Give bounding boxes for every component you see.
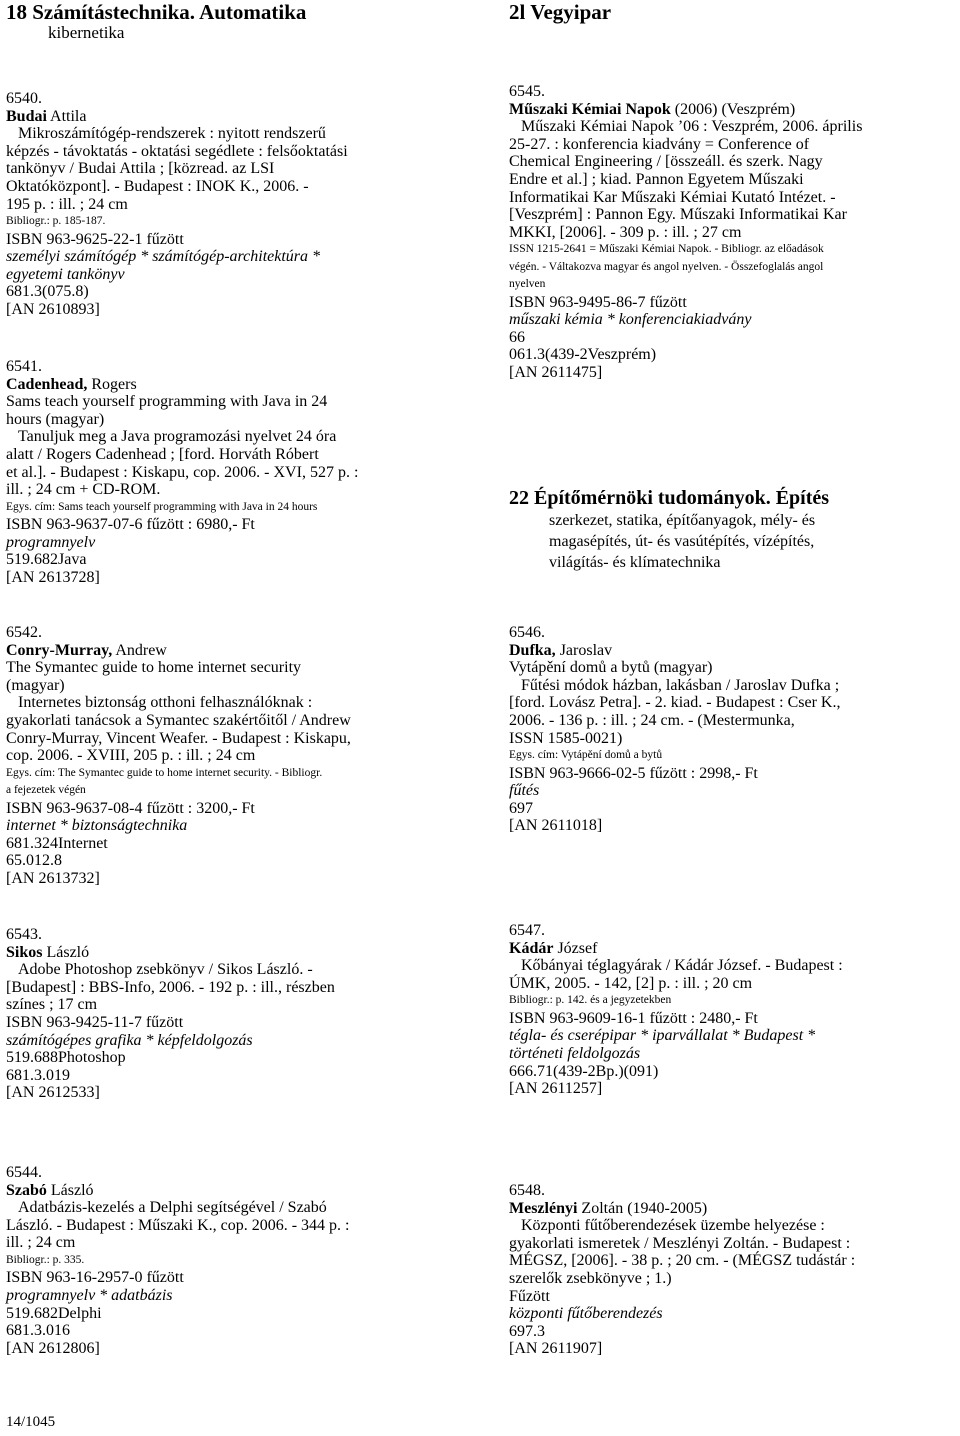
entry-line — [6, 730, 458, 748]
entry-text: képzés - távoktatás - oktatási segédlete : felsőoktatási — [6, 142, 348, 160]
entry-text: Tanuljuk meg a Java programozási nyelvet 24 óra — [18, 428, 337, 446]
entry-text: László — [42, 943, 90, 961]
entry-text: Egys. cím: Vytápění domů a bytů — [509, 749, 663, 762]
entry-text: 6544. — [6, 1164, 42, 1181]
entry-line — [509, 276, 957, 293]
entry-text: ISBN 963-9637-07-6 fűzött : 6980,- Ft — [6, 516, 255, 534]
entry-line — [509, 206, 957, 224]
entry-line — [6, 108, 458, 126]
entry-line — [6, 1067, 458, 1085]
entry-line — [6, 358, 458, 376]
entry-text: [AN 2611475] — [509, 363, 603, 381]
entry-text: Conry-Murray, Vincent Weafer. - Budapest : Kiskapu, — [6, 729, 351, 747]
entry-line — [509, 747, 957, 764]
entry-text: Mikroszámítógép-rendszerek : nyitott rendszerű — [18, 125, 326, 143]
entry-text: 666.71(439-2Bp.)(091) — [509, 1062, 659, 1080]
entry-text: Andrew — [112, 641, 167, 659]
entry-text: László — [46, 1181, 94, 1199]
entry-6542 — [6, 624, 458, 888]
entry-text: The Symantec guide to home internet security — [6, 659, 302, 677]
entry-line — [6, 1234, 458, 1252]
entry-line — [509, 1010, 957, 1028]
entry-text: ill. ; 24 cm — [6, 1234, 76, 1252]
right-header-title: 2l Vegyipar — [509, 0, 612, 24]
entry-text: fűtés — [509, 782, 540, 800]
entry-text: 2006. - 136 p. : ill. ; 24 cm. - (Mestermunka, — [509, 711, 795, 729]
entry-text: programnyelv — [6, 533, 96, 551]
entry-line — [509, 782, 957, 800]
entry-text: tégla- és cserépipar * iparvállalat * Budapest * — [509, 1027, 816, 1045]
entry-text: Műszaki Kémiai Napok — [509, 100, 671, 118]
entry-text: Adatbázis-kezelés a Delphi segítségével / Szabó — [18, 1199, 327, 1217]
entry-text: Oktatóközpont]. - Budapest : INOK K., 2006. - — [6, 177, 309, 195]
entry-text: Chemical Engineering / [összeáll. és szerk. Nagy — [509, 153, 823, 171]
entry-text: 681.324Internet — [6, 834, 108, 852]
entry-text: 6546. — [509, 624, 545, 641]
entry-text: [Veszprém] : Pannon Egy. Műszaki Informatikai Kar — [509, 206, 847, 224]
entry-text: Zoltán (1940-2005) — [577, 1199, 708, 1217]
entry-line — [509, 1063, 957, 1081]
entry-text: MÉGSZ, [2006]. - 38 p. ; 20 cm. - (MÉGSZ tudástár : — [509, 1252, 856, 1270]
entry-text: [AN 2610893] — [6, 300, 100, 318]
entry-text: 6542. — [6, 624, 42, 641]
entry-line — [6, 551, 458, 569]
entry-text: Sikos — [6, 943, 43, 961]
entry-text: ill. ; 24 cm + CD-ROM. — [6, 481, 161, 499]
entry-text: Bibliogr.: p. 142. és a jegyzetekben — [509, 994, 672, 1007]
entry-line — [6, 481, 458, 499]
entry-line — [6, 1340, 458, 1358]
entry-text: Műszaki Kémiai Napok ’06 : Veszprém, 2006. április — [521, 118, 863, 136]
entry-text: [Budapest] : BBS-Info, 2006. - 192 p. : ill., részben — [6, 978, 335, 996]
entry-text: Kádár — [509, 939, 554, 957]
entry-text: 25-27. : konferencia kiadvány = Conference of — [509, 135, 810, 153]
entry-line — [6, 231, 458, 249]
entry-line — [6, 464, 458, 482]
entry-line — [6, 765, 458, 782]
entry-line — [6, 747, 458, 765]
entry-text: történeti feldolgozás — [509, 1044, 641, 1062]
entry-line — [6, 961, 458, 979]
entry-line — [6, 569, 458, 587]
left-header-subtitle: kibernetika — [48, 23, 125, 42]
entry-6544 — [6, 1164, 458, 1357]
entry-text: Endre et al.] ; kiad. Pannon Egyetem Műszaki — [509, 170, 804, 188]
entry-text: a fejezetek végén — [6, 784, 86, 797]
entry-line — [6, 393, 458, 411]
entry-text: ISSN 1215-2641 = Műszaki Kémiai Napok. - Bibliogr. az előadások — [509, 243, 824, 256]
entry-line — [509, 1305, 957, 1323]
entry-text: 697 — [509, 799, 533, 817]
entry-line — [6, 835, 458, 853]
entry-6545 — [509, 83, 957, 382]
entry-line — [6, 1084, 458, 1102]
entry-line — [6, 446, 458, 464]
entry-line — [6, 996, 458, 1014]
entry-line — [6, 283, 458, 301]
entry-text: 697.3 — [509, 1322, 545, 1340]
entry-text: gyakorlati ismeretek / Meszlényi Zoltán. - Budapest : — [509, 1234, 851, 1252]
entry-line — [509, 1288, 957, 1306]
entry-line — [6, 712, 458, 730]
entry-line — [509, 1235, 957, 1253]
entry-line — [6, 301, 458, 319]
entry-line — [6, 534, 458, 552]
entry-line — [6, 499, 458, 516]
entry-line — [509, 294, 957, 312]
entry-text: Budai — [6, 107, 47, 125]
entry-6547 — [509, 922, 957, 1098]
entry-text: Fűtési módok házban, lakásban / Jaroslav Dufka ; — [521, 676, 840, 694]
section-22-subtitle-line: világítás- és klímatechnika — [549, 554, 721, 571]
entry-text: Sams teach yourself programming with Java in 24 — [6, 393, 328, 411]
entry-line — [6, 248, 458, 266]
entry-line — [509, 136, 957, 154]
entry-text: [AN 2612533] — [6, 1084, 100, 1102]
entry-text: [AN 2613728] — [6, 568, 100, 586]
entry-text: Bibliogr.: p. 185-187. — [6, 215, 106, 228]
entry-text: Dufka, — [509, 641, 556, 659]
entry-line — [509, 957, 957, 975]
entry-line — [509, 364, 957, 382]
entry-line — [6, 659, 458, 677]
entry-line — [6, 1287, 458, 1305]
entry-text: végén. - Váltakozva magyar és angol nyelven. - Összefoglalás angol — [509, 260, 824, 273]
entry-6540 — [6, 90, 458, 319]
entry-line — [509, 1217, 957, 1235]
entry-text: Attila — [46, 107, 87, 125]
entry-line — [509, 259, 957, 276]
entry-text: Rogers — [87, 375, 137, 393]
entry-line — [509, 765, 957, 783]
entry-text: Internetes biztonság otthoni felhasználóknak : — [18, 694, 313, 712]
entry-line — [6, 428, 458, 446]
entry-text: szerelők zsebkönyve ; 1.) — [509, 1269, 672, 1287]
entry-text: [AN 2611907] — [509, 1340, 603, 1358]
entry-text: [AN 2611018] — [509, 817, 603, 835]
entry-line — [509, 101, 957, 119]
entry-line — [509, 694, 957, 712]
entry-line — [509, 83, 957, 101]
entry-text: Egys. cím: Sams teach yourself programming with Java in 24 hours — [6, 500, 318, 513]
entry-text: 061.3(439-2Veszprém) — [509, 346, 657, 364]
entry-text: ISBN 963-9425-11-7 fűzött — [6, 1013, 184, 1031]
entry-line — [509, 642, 957, 660]
entry-line — [6, 1182, 458, 1200]
entry-text: Informatikai Kar Műszaki Kémiai Kutató Intézet. - — [509, 188, 836, 206]
entry-text: alatt / Rogers Cadenhead ; [ford. Horváth Róbert — [6, 445, 319, 463]
entry-line — [509, 1045, 957, 1063]
entry-line — [509, 992, 957, 1009]
entry-text: 681.3(075.8) — [6, 283, 89, 301]
entry-line — [509, 624, 957, 642]
entry-line — [509, 712, 957, 730]
entry-line — [509, 922, 957, 940]
entry-line — [509, 677, 957, 695]
entry-line — [509, 346, 957, 364]
entry-text: Conry-Murray, — [6, 641, 113, 659]
entry-text: internet * biztonságtechnika — [6, 817, 188, 835]
page-number: 14/1045 — [6, 1414, 56, 1430]
entry-text: ISSN 1585-0021) — [509, 729, 623, 747]
entry-line — [509, 940, 957, 958]
entry-line — [6, 1305, 458, 1323]
entry-line — [6, 624, 458, 642]
entry-line — [509, 1027, 957, 1045]
entry-line — [509, 730, 957, 748]
entry-text: Cadenhead, — [6, 375, 88, 393]
entry-line — [6, 1014, 458, 1032]
entry-text: MKKI, [2006]. - 309 p. : ill. ; 27 cm — [509, 223, 742, 241]
entry-line — [6, 516, 458, 534]
entry-line — [6, 677, 458, 695]
entry-text: 6540. — [6, 90, 42, 107]
entry-line — [6, 694, 458, 712]
entry-line — [509, 800, 957, 818]
entry-line — [6, 178, 458, 196]
entry-line — [509, 1080, 957, 1098]
entry-text: ISBN 963-9666-02-5 fűzött : 2998,- Ft — [509, 764, 758, 782]
entry-text: ISBN 963-9495-86-7 fűzött — [509, 293, 687, 311]
entry-text: Szabó — [6, 1181, 47, 1199]
entry-text: 519.688Photoshop — [6, 1049, 126, 1067]
entry-line — [6, 1032, 458, 1050]
entry-text: Központi fűtőberendezések üzembe helyezése : — [521, 1217, 825, 1235]
entry-text: központi fűtőberendezés — [509, 1305, 663, 1323]
entry-text: Meszlényi — [509, 1199, 578, 1217]
entry-6548 — [509, 1182, 957, 1358]
entry-line — [6, 213, 458, 230]
section-22-subtitle-line: magasépítés, út- és vasútépítés, vízépítés, — [549, 533, 815, 550]
entry-text: hours (magyar) — [6, 410, 105, 428]
entry-text: [AN 2612806] — [6, 1339, 100, 1357]
entry-line — [509, 1200, 957, 1218]
entry-line — [509, 153, 957, 171]
entry-text: ISBN 963-9637-08-4 fűzött : 3200,- Ft — [6, 799, 255, 817]
entry-line — [6, 160, 458, 178]
entry-text: Egys. cím: The Symantec guide to home internet security. - Bibliogr. — [6, 766, 323, 779]
entry-6543 — [6, 926, 458, 1102]
entry-line — [509, 1270, 957, 1288]
entry-line — [6, 196, 458, 214]
entry-text: 6543. — [6, 926, 42, 943]
entry-text: József — [553, 939, 598, 957]
entry-line — [6, 926, 458, 944]
entry-line — [509, 1182, 957, 1200]
entry-text: egyetemi tankönyv — [6, 265, 125, 283]
entry-line — [509, 224, 957, 242]
entry-line — [6, 852, 458, 870]
section-22-subtitle-line: szerkezet, statika, építőanyagok, mély- és — [549, 512, 816, 529]
entry-6546 — [509, 624, 957, 835]
entry-text: 6545. — [509, 83, 545, 100]
entry-line — [509, 241, 957, 258]
entry-text: Fűzött — [509, 1287, 550, 1305]
entry-text: műszaki kémia * konferenciakiadvány — [509, 311, 752, 329]
entry-line — [6, 1252, 458, 1269]
entry-line — [6, 143, 458, 161]
entry-text: személyi számítógép * számítógép-architektúra * — [6, 248, 321, 266]
entry-text: ISBN 963-9609-16-1 fűzött : 2480,- Ft — [509, 1009, 758, 1027]
entry-line — [509, 118, 957, 136]
entry-text: 681.3.016 — [6, 1322, 70, 1340]
entry-text: 519.682Delphi — [6, 1304, 102, 1322]
entry-text: (2006) (Veszprém) — [670, 100, 796, 118]
entry-line — [509, 1252, 957, 1270]
entry-line — [6, 642, 458, 660]
entry-text: 6541. — [6, 358, 42, 375]
entry-text: 6548. — [509, 1182, 545, 1199]
entry-text: Jaroslav — [555, 641, 613, 659]
entry-line — [6, 817, 458, 835]
entry-text: számítógépes grafika * képfeldolgozás — [6, 1031, 253, 1049]
entry-text: ÚMK, 2005. - 142, [2] p. : ill. ; 20 cm — [509, 974, 753, 992]
entry-line — [509, 659, 957, 677]
entry-text: 65.012.8 — [6, 852, 62, 870]
entry-text: Vytápění domů a bytů (magyar) — [509, 659, 713, 677]
entry-text: színes ; 17 cm — [6, 996, 98, 1014]
entry-text: et al.]. - Budapest : Kiskapu, cop. 2006. - XVI, 527 p. : — [6, 463, 359, 481]
section-22-heading — [509, 486, 949, 573]
entry-line — [6, 800, 458, 818]
entry-text: gyakorlati tanácsok a Symantec szakértőitől / Andrew — [6, 711, 351, 729]
entry-line — [6, 1269, 458, 1287]
entry-text: 6547. — [509, 922, 545, 939]
entry-line — [6, 90, 458, 108]
entry-6541 — [6, 358, 458, 587]
entry-line — [6, 870, 458, 888]
entry-line — [509, 1340, 957, 1358]
entry-line — [509, 171, 957, 189]
entry-text: (magyar) — [6, 676, 65, 694]
entry-line — [6, 1049, 458, 1067]
entry-line — [509, 329, 957, 347]
entry-line — [6, 266, 458, 284]
entry-line — [509, 189, 957, 207]
entry-text: programnyelv * adatbázis — [6, 1286, 173, 1304]
entry-text: ISBN 963-16-2957-0 fűzött — [6, 1269, 184, 1287]
entry-line — [509, 817, 957, 835]
entry-text: 195 p. : ill. ; 24 cm — [6, 195, 128, 213]
entry-text: Adobe Photoshop zsebkönyv / Sikos László. - — [18, 961, 313, 979]
entry-text: 519.682Java — [6, 551, 87, 569]
entry-line — [6, 1199, 458, 1217]
entry-line — [6, 1322, 458, 1340]
entry-line — [6, 1164, 458, 1182]
entry-line — [509, 975, 957, 993]
entry-text: [AN 2613732] — [6, 869, 100, 887]
entry-line — [6, 782, 458, 799]
entry-text: László. - Budapest : Műszaki K., cop. 2006. - 344 p. : — [6, 1216, 350, 1234]
entry-line — [6, 1217, 458, 1235]
entry-text: nyelven — [509, 278, 546, 291]
entry-text: Kőbányai téglagyárak / Kádár József. - Budapest : — [521, 957, 843, 975]
entry-line — [6, 411, 458, 429]
entry-text: tankönyv / Budai Attila ; [közread. az LSI — [6, 160, 275, 178]
entry-text: [AN 2611257] — [509, 1080, 603, 1098]
section-22-title: 22 Építőmérnöki tudományok. Építés — [509, 487, 830, 509]
left-header-title: 18 Számítástechnika. Automatika — [6, 0, 307, 24]
entry-line — [6, 376, 458, 394]
entry-text: 66 — [509, 328, 525, 346]
entry-line — [509, 1323, 957, 1341]
entry-text: cop. 2006. - XVIII, 205 p. : ill. ; 24 cm — [6, 747, 256, 765]
entry-text: [ford. Lovász Petra]. - 2. kiad. - Budapest : Cser K., — [509, 694, 841, 712]
entry-line — [509, 311, 957, 329]
entry-text: Bibliogr.: p. 335. — [6, 1253, 85, 1266]
entry-text: 681.3.019 — [6, 1066, 70, 1084]
entry-line — [6, 944, 458, 962]
entry-line — [6, 125, 458, 143]
entry-line — [6, 979, 458, 997]
entry-text: ISBN 963-9625-22-1 fűzött — [6, 230, 184, 248]
